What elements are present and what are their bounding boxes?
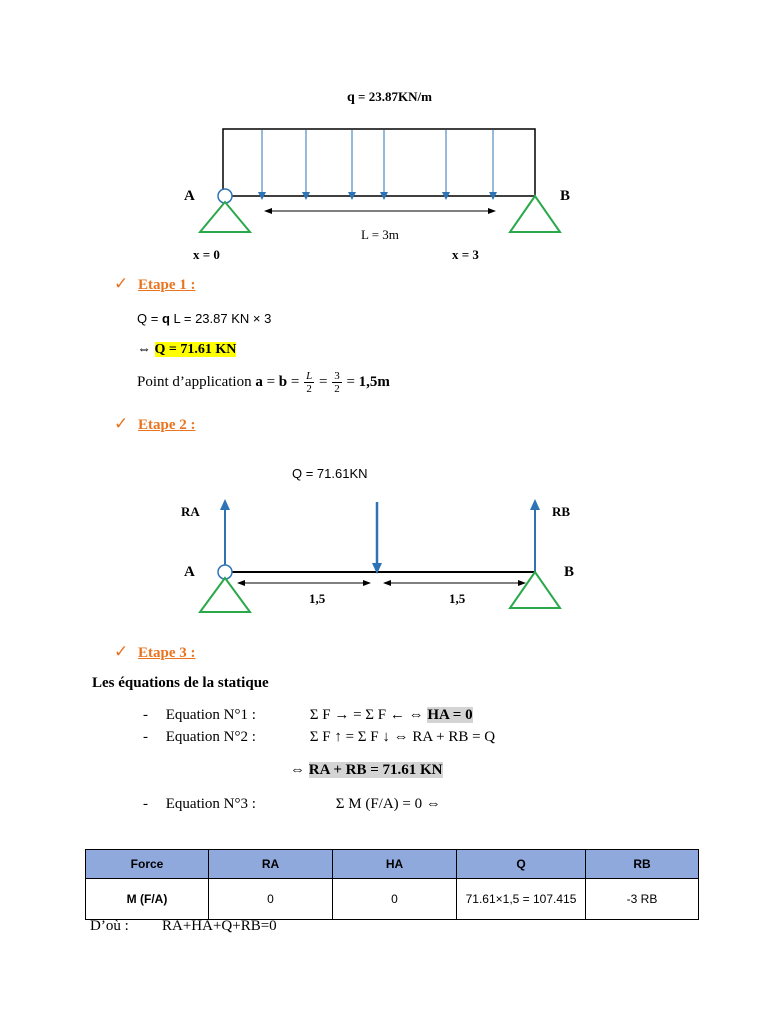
label-ra: RA	[181, 504, 200, 519]
beam-diagram-distributed	[170, 110, 600, 270]
table-cell: 71.61×1,5 = 107.415	[457, 879, 586, 920]
label-a: A	[184, 188, 195, 204]
beam-diagram-reactions	[170, 490, 600, 620]
load-block	[223, 129, 535, 196]
support-a	[200, 202, 250, 232]
equation-2: - Equation N°2 : Σ F ↑ = Σ F ↓ ⇔ RA + RB = Q	[143, 729, 496, 745]
reaction-sum: ⇔ RA + RB = 71.61 KN	[290, 762, 443, 778]
table-header: Force	[86, 850, 209, 879]
table-cell: -3 RB	[586, 879, 699, 920]
dist-left-label: 1,5	[309, 591, 326, 606]
statics-heading: Les équations de la statique	[92, 675, 269, 691]
table-header: HA	[333, 850, 457, 879]
point-load-label: Q = 71.61KN	[292, 466, 368, 481]
label-rb: RB	[552, 504, 571, 519]
table-cell: 0	[333, 879, 457, 920]
table-header-row	[86, 850, 699, 879]
support-b	[510, 572, 560, 608]
support-b	[510, 196, 560, 232]
checkmark-icon: ✓	[114, 414, 129, 434]
application-point: Point d’application a = b = $\frac{L}{2}$ = $\frac{3}{2}$ = 1,5m	[137, 370, 390, 395]
x-end-label: x = 3	[452, 247, 479, 262]
result-highlight: Q = 71.61 KN	[154, 342, 237, 357]
dist-right-label: 1,5	[449, 591, 466, 606]
table-header: Q	[457, 850, 586, 879]
equation-1: - Equation N°1 : Σ F → = Σ F ← ⇔ HA = 0	[143, 707, 473, 723]
table-header: RA	[209, 850, 333, 879]
moments-table	[85, 849, 699, 920]
equation-3: - Equation N°3 : Σ M (F/A) = 0 ⇔	[143, 796, 441, 812]
fraction-l-over-2: $\frac{L}{2}$	[306, 370, 313, 395]
table-cell: M (F/A)	[86, 879, 209, 920]
etape2-heading: ✓ Etape 2 :	[114, 414, 196, 434]
etape1-heading: ✓ Etape 1 :	[114, 274, 196, 294]
etape1-formula: Q = q L = 23.87 KN × 3	[137, 311, 272, 326]
label-a: A	[184, 564, 195, 580]
checkmark-icon: ✓	[114, 274, 129, 294]
length-label: L = 3m	[361, 227, 399, 242]
label-b: B	[560, 188, 571, 204]
etape1-result: ⇔ Q = 71.61 KN	[137, 342, 237, 357]
table-header: RB	[586, 850, 699, 879]
load-label: q = 23.87KN/m	[347, 89, 432, 105]
load-arrows	[262, 130, 493, 196]
label-b: B	[564, 564, 575, 580]
fraction-3-over-2: $\frac{3}{2}$	[334, 370, 340, 395]
table-cell: 0	[209, 879, 333, 920]
table-row	[86, 879, 699, 920]
checkmark-icon: ✓	[114, 642, 129, 662]
conclusion: D’où : RA+HA+Q+RB=0	[90, 918, 277, 934]
x-start-label: x = 0	[193, 247, 220, 262]
etape3-heading: ✓ Etape 3 :	[114, 642, 196, 662]
